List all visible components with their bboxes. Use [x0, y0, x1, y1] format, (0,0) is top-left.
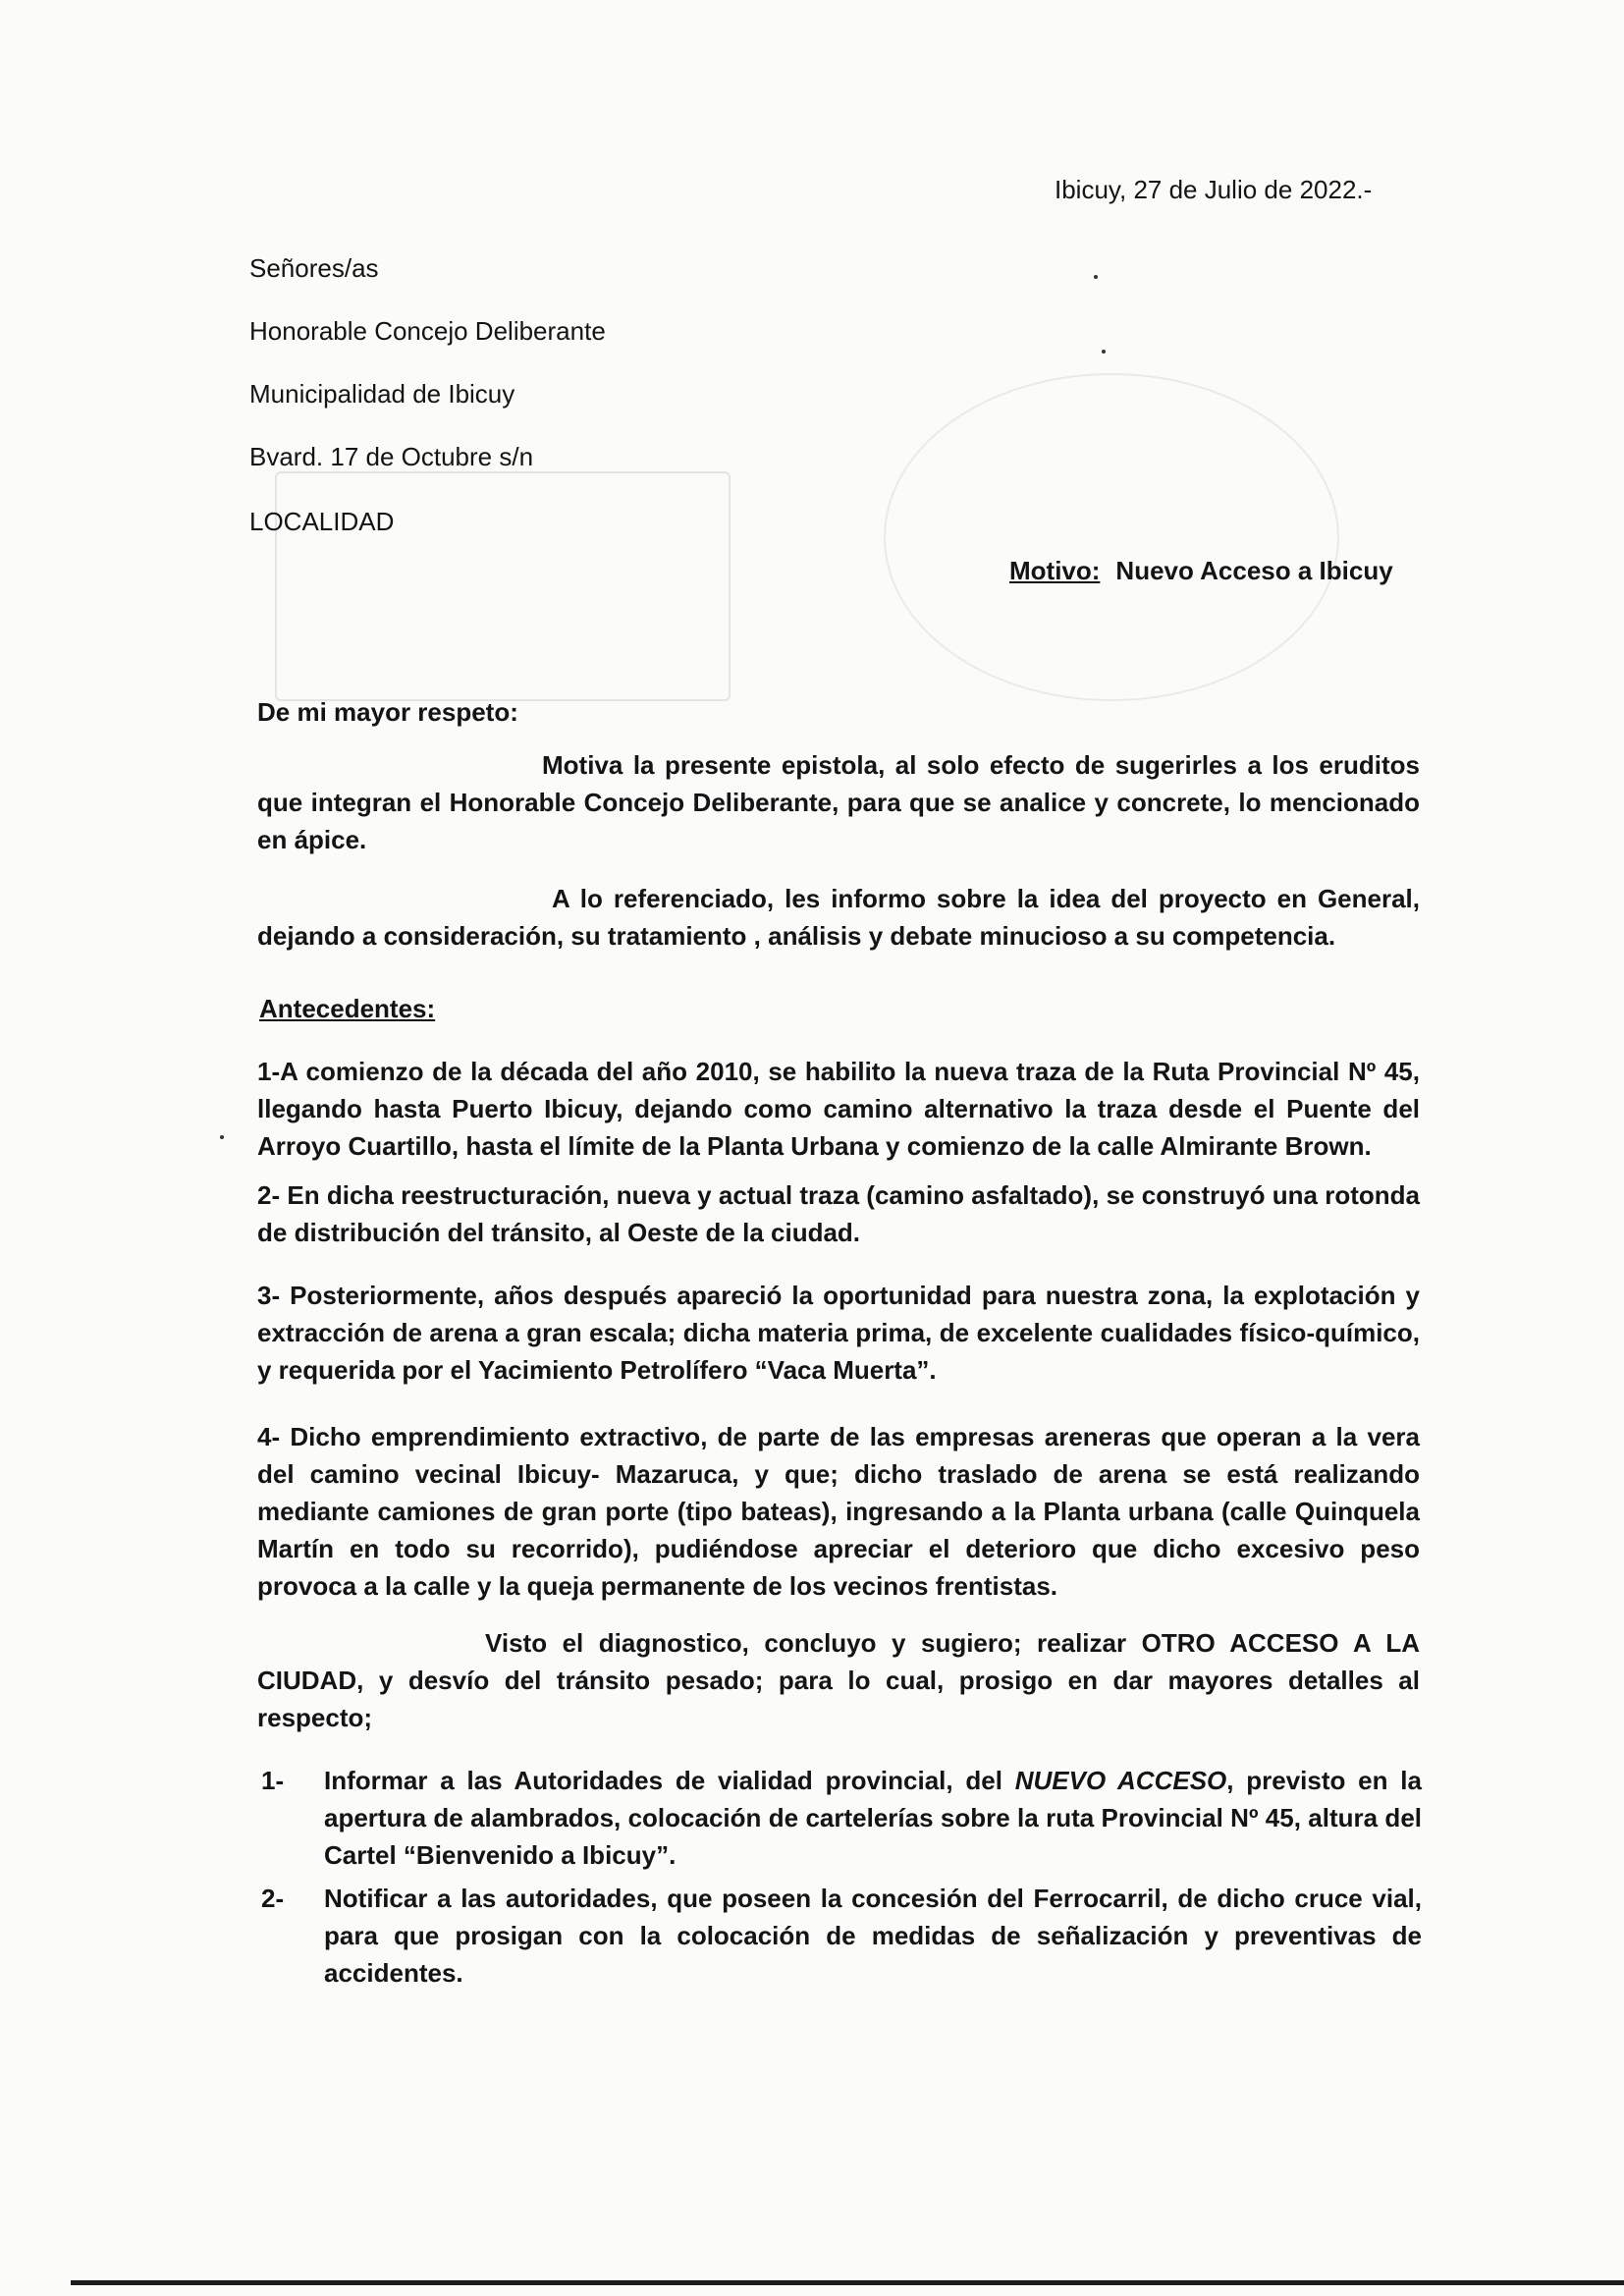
antecedente-item: 4- Dicho emprendimiento extractivo, de parte de las empresas areneras que operan a la vera del camino vecinal Ibicuy- Mazaruca, y que; dicho traslado de arena se está realizando mediante camiones de gran porte (tipo bateas), ingresando a la Planta urbana (calle Quinquela Martín en todo su recorrido), pudiéndose apreciar el deterioro que dicho excesivo peso provoca a la calle y la queja permanente de los vecinos frentistas.	[257, 1422, 1420, 1601]
scan-speck	[220, 1135, 224, 1139]
suggestion-number: 2-	[261, 1884, 285, 1913]
recipient-line-3: Municipalidad de Ibicuy	[249, 379, 515, 409]
subject-label: Motivo:	[1009, 556, 1101, 585]
greeting: De mi mayor respeto:	[257, 697, 518, 727]
suggestion-item-2	[261, 1880, 1422, 1992]
recipient-line-4: Bvard. 17 de Octubre s/n	[249, 442, 534, 471]
scan-speck	[1094, 275, 1098, 279]
paragraph-referenced: A lo referenciado, les informo sobre la idea del proyecto en General, dejando a consideración, su tratamiento , análisis y debate minucioso a su competencia.	[257, 884, 1420, 951]
paragraph-intro: Motiva la presente epistola, al solo efecto de sugerirles a los eruditos que integran el Honorable Concejo Deliberante, para que se analice y concrete, lo mencionado en ápice.	[257, 750, 1420, 854]
suggestion-text: Notificar a las autoridades, que poseen la concesión del Ferrocarril, de dicho cruce vial, para que prosigan con la colocación de medidas de señalización y preventivas de accidentes.	[324, 1884, 1422, 1988]
page-bottom-edge	[71, 2280, 1624, 2285]
antecedentes-heading: Antecedentes:	[259, 994, 436, 1023]
suggestion-item-1	[261, 1762, 1422, 1874]
antecedente-item: 3- Posteriormente, años después apareció la oportunidad para nuestra zona, la explotación y extracción de arena a gran escala; dicha materia prima, de excelente cualidades físico-químico, y requerida por el Yacimiento Petrolífero “Vaca Muerta”.	[257, 1281, 1420, 1385]
antecedente-item: 1-A comienzo de la década del año 2010, se habilito la nueva traza de la Ruta Provincial Nº 45, llegando hasta Puerto Ibicuy, dejando como camino alternativo la traza desde el Puente del Arroyo Cuartillo, hasta el límite de la Planta Urbana y comienzo de la calle Almirante Brown.	[257, 1057, 1420, 1161]
paragraph-diagnosis: Visto el diagnostico, concluyo y sugiero; realizar OTRO ACCESO A LA CIUDAD, y desvío del tránsito pesado; para lo cual, prosigo en dar mayores detalles al respecto;	[257, 1628, 1420, 1732]
antecedente-item: 2- En dicha reestructuración, nueva y actual traza (camino asfaltado), se construyó una rotonda de distribución del tránsito, al Oeste de la ciudad.	[257, 1180, 1420, 1247]
suggestion-text-after: , previsto en la apertura de alambrados, colocación de cartelerías sobre la ruta Provincial Nº 45, altura del Cartel “Bienvenido a Ibicuy”.	[324, 1766, 1422, 1870]
subject-line	[1009, 556, 1393, 586]
suggestion-number: 1-	[261, 1766, 285, 1795]
recipient-line-1: Señores/as	[249, 253, 379, 283]
signature-oval-ghost	[884, 373, 1339, 701]
suggestion-emphasis: NUEVO ACCESO	[1014, 1766, 1227, 1795]
place-date: Ibicuy, 27 de Julio de 2022.-	[1055, 175, 1373, 204]
recipient-line-2: Honorable Concejo Deliberante	[249, 316, 606, 346]
subject-value: Nuevo Acceso a Ibicuy	[1115, 556, 1393, 585]
scan-speck	[1102, 350, 1106, 354]
suggestion-text-before: Informar a las Autoridades de vialidad provincial, del	[324, 1766, 1015, 1795]
recipient-line-5: LOCALIDAD	[249, 507, 395, 536]
